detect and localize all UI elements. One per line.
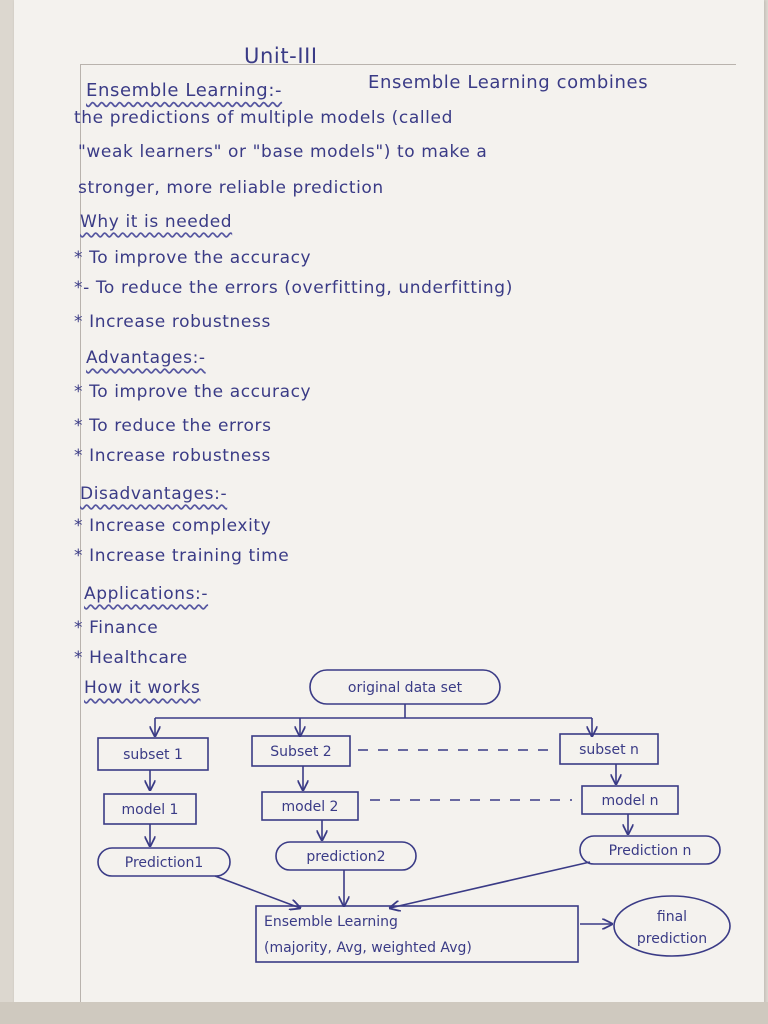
final-node — [614, 896, 730, 956]
intro-line1: Ensemble Learning combines — [368, 72, 649, 93]
why-heading: Why it is needed — [80, 212, 233, 232]
arrow-p1-ensemble — [215, 876, 300, 908]
intro-line2: the predictions of multiple models (called — [74, 108, 453, 128]
subset2-label: Subset 2 — [270, 744, 332, 760]
intro-line4: stronger, more reliable prediction — [78, 178, 384, 198]
intro-line3: "weak learners" or "base models") to make a — [78, 142, 488, 162]
final-label-2: prediction — [636, 931, 708, 947]
why-item-3: * Increase robustness — [74, 312, 271, 332]
original-label: original data set — [347, 680, 463, 696]
subset1-label: subset 1 — [123, 747, 183, 763]
subsetn-label: subset n — [579, 742, 639, 758]
modeln-label: model n — [601, 793, 659, 809]
applications-item-1: * Finance — [74, 618, 159, 638]
disadvantages-heading: Disadvantages:- — [80, 484, 228, 504]
prediction2-label: prediction2 — [306, 849, 386, 865]
final-label-1: final — [656, 909, 688, 925]
prediction1-label: Prediction1 — [124, 855, 204, 871]
applications-item-2: * Healthcare — [74, 648, 188, 668]
intro-heading: Ensemble Learning:- — [86, 80, 283, 101]
predictionn-label: Prediction n — [608, 843, 692, 859]
ensemble-label-2: (majority, Avg, weighted Avg) — [264, 940, 472, 956]
model2-label: model 2 — [281, 799, 339, 815]
disadvantages-item-2: * Increase training time — [74, 546, 290, 566]
advantages-item-3: * Increase robustness — [74, 446, 271, 466]
disadvantages-item-1: * Increase complexity — [74, 516, 272, 536]
how-heading: How it works — [84, 678, 201, 698]
advantages-item-2: * To reduce the errors — [74, 416, 272, 436]
ensemble-label-1: Ensemble Learning — [264, 914, 398, 930]
advantages-item-1: * To improve the accuracy — [74, 382, 312, 402]
why-item-2: *- To reduce the errors (overfitting, underfitting) — [74, 278, 513, 298]
why-item-1: * To improve the accuracy — [74, 248, 312, 268]
page-title: Unit-III — [244, 44, 318, 68]
advantages-heading: Advantages:- — [86, 348, 206, 368]
applications-heading: Applications:- — [84, 584, 209, 604]
arrow-pn-ensemble — [390, 862, 590, 908]
model1-label: model 1 — [121, 802, 179, 818]
